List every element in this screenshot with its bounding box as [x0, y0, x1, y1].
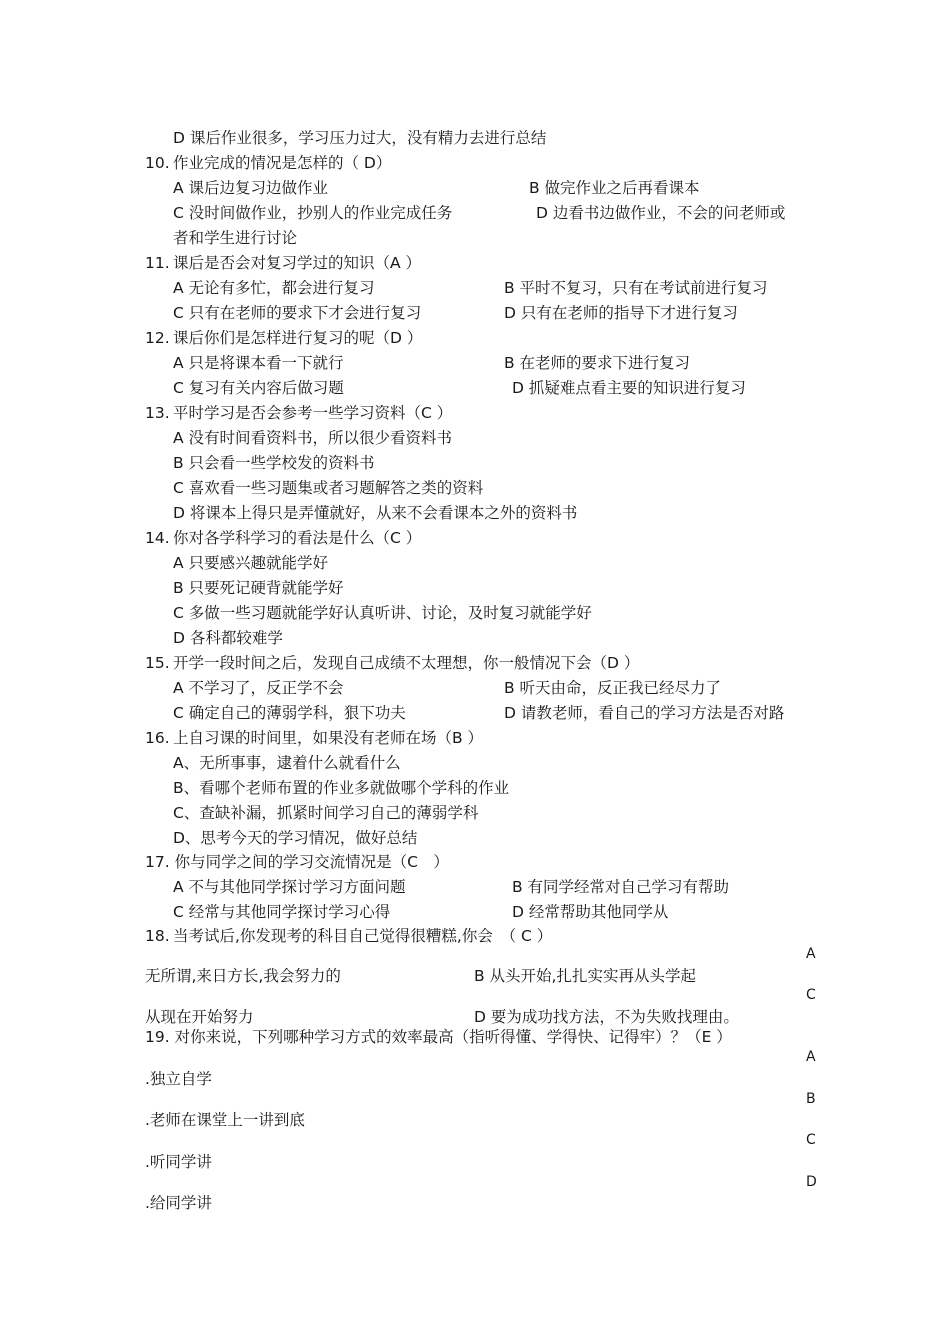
q11-option-c: C 只有在老师的要求下才会进行复习: [173, 304, 422, 322]
q10-option-a: A 课后边复习边做作业: [173, 179, 329, 197]
q19-question: 19. 对你来说，下列哪种学习方式的效率最高（指听得懂、学得快、记得牢）？（E ）: [145, 1028, 732, 1046]
q9-option-d: D 课后作业很多，学习压力过大，没有精力去进行总结: [173, 129, 547, 147]
q18-option-d: D 要为成功找方法，不为失败找理由。: [474, 1008, 739, 1026]
q16-number: 16.: [145, 729, 170, 747]
q19-option-d: .给同学讲: [145, 1194, 212, 1212]
q19-option-b-letter: B: [806, 1091, 816, 1107]
q14-option-d: D 各科都较难学: [173, 629, 283, 647]
q17-option-c: C 经常与其他同学探讨学习心得: [173, 903, 391, 921]
q12-question: 课后你们是怎样进行复习的呢（D ）: [173, 329, 423, 347]
q15-option-d: D 请教老师，看自己的学习方法是否对路: [504, 704, 785, 722]
q11-option-b: B 平时不复习，只有在考试前进行复习: [504, 279, 768, 297]
q12-option-d: D 抓疑难点看主要的知识进行复习: [512, 379, 746, 397]
q15-number: 15.: [145, 654, 170, 672]
q14-option-c: C 多做一些习题就能学好认真听讲、讨论，及时复习就能学好: [173, 604, 592, 622]
q15-option-a: A 不学习了，反正学不会: [173, 679, 344, 697]
q14-option-b: B 只要死记硬背就能学好: [173, 579, 344, 597]
q16-option-b: B、看哪个老师布置的作业多就做哪个学科的作业: [173, 779, 510, 797]
q15-question: 开学一段时间之后，发现自己成绩不太理想，你一般情况下会（D ）: [173, 654, 640, 672]
q15-option-b: B 听天由命，反正我已经尽力了: [504, 679, 722, 697]
q13-option-a: A 没有时间看资料书，所以很少看资料书: [173, 429, 453, 447]
q13-option-b: B 只会看一些学校发的资料书: [173, 454, 375, 472]
q18-option-c: 从现在开始努力: [145, 1008, 254, 1026]
q19-option-c: .听同学讲: [145, 1153, 212, 1171]
q15-option-c: C 确定自己的薄弱学科，狠下功夫: [173, 704, 406, 722]
q19-option-a-letter: A: [806, 1049, 816, 1065]
q16-option-c: C、查缺补漏，抓紧时间学习自己的薄弱学科: [173, 804, 479, 822]
q11-number: 11.: [145, 254, 170, 272]
q14-question: 你对各学科学习的看法是什么（C ）: [173, 529, 422, 547]
q19-option-d-letter: D: [806, 1174, 817, 1190]
q13-question: 平时学习是否会参考一些学习资料（C ）: [173, 404, 453, 422]
q18-question: 当考试后,你发现考的科目自己觉得很糟糕,你会 （ C ）: [173, 927, 553, 945]
q18-number: 18.: [145, 927, 170, 945]
q19-option-b: .老师在课堂上一讲到底: [145, 1111, 305, 1129]
q11-option-a: A 无论有多忙，都会进行复习: [173, 279, 375, 297]
q10-option-d-cont: 者和学生进行讨论: [173, 229, 298, 247]
q10-option-c: C 没时间做作业，抄别人的作业完成任务: [173, 204, 453, 222]
q13-option-d: D 将课本上得只是弄懂就好，从来不会看课本之外的资料书: [173, 504, 578, 522]
q18-option-a-letter: A: [806, 946, 816, 962]
q12-option-a: A 只是将课本看一下就行: [173, 354, 344, 372]
q12-option-b: B 在老师的要求下进行复习: [504, 354, 691, 372]
q12-number: 12.: [145, 329, 170, 347]
q18-option-a: 无所谓,来日方长,我会努力的: [145, 967, 341, 985]
q17-option-d: D 经常帮助其他同学从: [512, 903, 669, 921]
q11-option-d: D 只有在老师的指导下才进行复习: [504, 304, 738, 322]
q13-number: 13.: [145, 404, 170, 422]
q10-option-d: D 边看书边做作业，不会的问老师或: [536, 204, 786, 222]
q10-option-b: B 做完作业之后再看课本: [529, 179, 700, 197]
q13-option-c: C 喜欢看一些习题集或者习题解答之类的资料: [173, 479, 484, 497]
q14-option-a: A 只要感兴趣就能学好: [173, 554, 329, 572]
q18-option-b: B 从头开始,扎扎实实再从头学起: [474, 967, 696, 985]
q16-option-a: A、无所事事，逮着什么就看什么: [173, 754, 401, 772]
q17-option-a: A 不与其他同学探讨学习方面问题: [173, 878, 406, 896]
q10-question: 作业完成的情况是怎样的（ D）: [173, 154, 392, 172]
q18-option-c-letter: C: [806, 987, 816, 1003]
q17-option-b: B 有同学经常对自己学习有帮助: [512, 878, 730, 896]
q16-question: 上自习课的时间里，如果没有老师在场（B ）: [173, 729, 484, 747]
q12-option-c: C 复习有关内容后做习题: [173, 379, 344, 397]
q10-number: 10.: [145, 154, 170, 172]
q19-option-c-letter: C: [806, 1132, 816, 1148]
q14-number: 14.: [145, 529, 170, 547]
q11-question: 课后是否会对复习学过的知识（A ）: [173, 254, 422, 272]
q16-option-d: D、思考今天的学习情况，做好总结: [173, 829, 418, 847]
q19-option-a: .独立自学: [145, 1070, 212, 1088]
q17-question: 17. 你与同学之间的学习交流情况是（C ）: [145, 853, 449, 871]
